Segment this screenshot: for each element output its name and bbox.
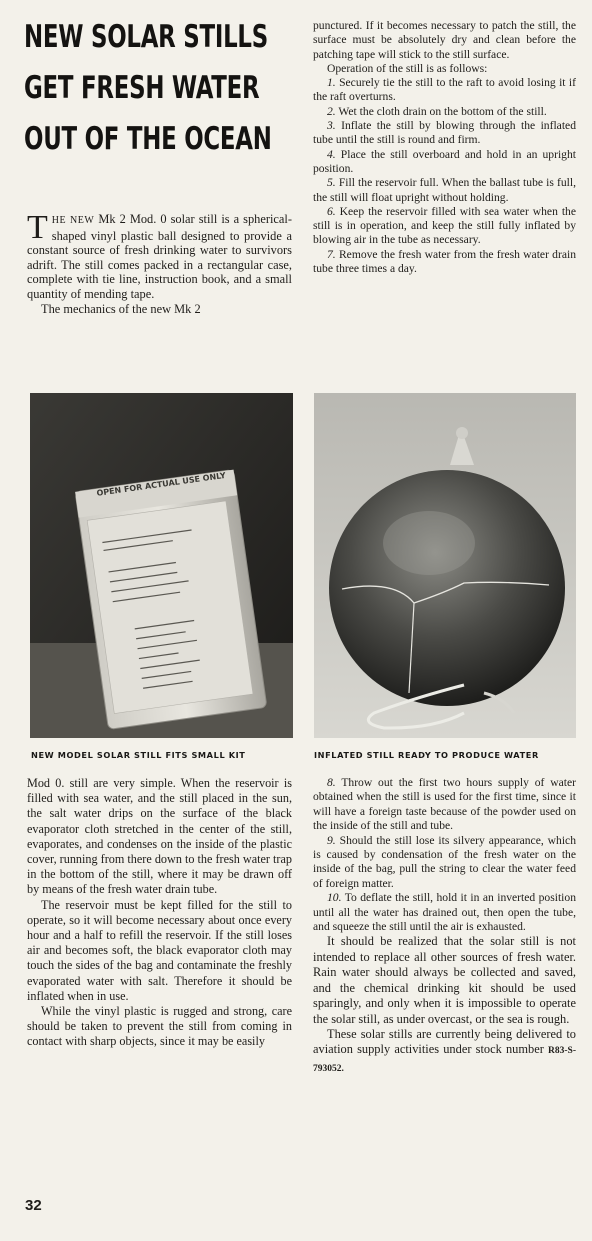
step-2: 2. Wet the cloth drain on the bottom of the still. [327, 104, 547, 118]
continued-text: punctured. If it becomes necessary to patch the still, the surface must be absolutely dry and clean before the patching tape will stick to the still surface. [313, 19, 576, 61]
headline-line-3: OUT OF THE OCEAN [24, 121, 272, 157]
intro-text: Mk 2 Mod. 0 solar still is a spherical-shaped vinyl plastic ball designed to provide a constant source of fresh drinking water to survivors adrift. The still comes packed in a rectangular case, complete with tie line, instruction book, and a small quantity of mending tape. [27, 212, 293, 301]
right-top-column [313, 19, 576, 276]
inflated-still-illustration [314, 393, 576, 738]
kit-photo-caption: NEW MODEL SOLAR STILL FITS SMALL KIT [31, 750, 246, 760]
step-3: 3. Inflate the still by blowing through the inflated tube until the still is round and firm. [313, 119, 576, 147]
still-photo-caption: INFLATED STILL READY TO PRODUCE WATER [314, 750, 539, 760]
intro-paragraph [27, 209, 293, 302]
step-9: 9. Should the still lose its silvery appearance, which is caused by condensation of the fresh water on the inside of the bag, pull the string to clear the water feed of foreign matter. [313, 833, 576, 890]
intro-column [27, 209, 293, 316]
left-bottom-column [27, 776, 292, 1050]
kit-illustration [30, 393, 293, 738]
step-1: 1. Securely tie the still to the raft to avoid losing it if the raft overturns. [313, 76, 576, 104]
kit-photo [30, 393, 293, 738]
step-10: 10. To deflate the still, hold it in an inverted position until all the water has drained out, then open the tube, and squeeze the still until the air is exhausted. [313, 891, 576, 934]
step-6: 6. Keep the reservoir filled with sea water when the still is in operation, and keep the still fully inflated by blowing air in the tube as necessary. [313, 204, 576, 247]
step-5: 5. Fill the reservoir full. When the ballast tube is full, the still will float upright without holding. [313, 176, 576, 204]
vinyl-paragraph: While the vinyl plastic is rugged and strong, care should be taken to prevent the still from coming in contact with sharp objects, since it may be easily [27, 1004, 292, 1049]
kit-label: OPEN FOR ACTUAL USE ONLY [96, 470, 227, 498]
operation-intro: Operation of the still is as follows: [327, 61, 488, 75]
realized-paragraph: It should be realized that the solar still is not intended to replace all other sources of fresh water. Rain water should always be collected and saved, and the chemical drinking kit should be used sparingly, and only when it is impossible to operate the solar still, as under overcast, or the sea is rough. [313, 934, 576, 1026]
mechanics-paragraph: Mod 0. still are very simple. When the reservoir is filled with sea water, and the still placed in the sun, the salt water drips on the surface of the black evaporator cloth stretched in the center of the still, evaporates, and condenses on the inside of the plastic cover, running from there down to the fresh water trap in the bottom of the still, where it may be drawn off by means of the fresh water drain tube. [27, 776, 292, 897]
step-7: 7. Remove the fresh water from the fresh water drain tube three times a day. [313, 247, 576, 276]
intro-smallcaps: HE NEW [51, 215, 95, 226]
page-number: 32 [25, 1197, 42, 1214]
reservoir-paragraph: The reservoir must be kept filled for the still to operate, so it will become necessary about once every hour and a half to refill the reservoir. If the still loses air and becomes soft, the black evaporator cloth may touch the sides of the bag and contaminate the freshly evaporated water with salt. Therefore it should be inflated when in use. [27, 897, 292, 1003]
intro-paragraph-2: The mechanics of the new Mk 2 [41, 301, 201, 316]
still-photo [314, 393, 576, 738]
headline [24, 12, 272, 165]
step-8: 8. Throw out the first two hours supply of water obtained when the still is used for the first time, since it will have a foreign taste because of the powder used on the inside of the still and tube. [313, 776, 576, 833]
step-4: 4. Place the still overboard and hold in an upright position. [313, 147, 576, 175]
headline-line-1: NEW SOLAR STILLS [24, 19, 268, 55]
stock-number: R83-S-793052. [313, 1046, 576, 1074]
drop-cap: T [27, 209, 48, 246]
currently-paragraph: These solar stills are currently being delivered to aviation supply activities under stock number R83-S-793052. [313, 1026, 576, 1074]
right-bottom-column [313, 776, 576, 1077]
headline-line-2: GET FRESH WATER [24, 70, 260, 106]
